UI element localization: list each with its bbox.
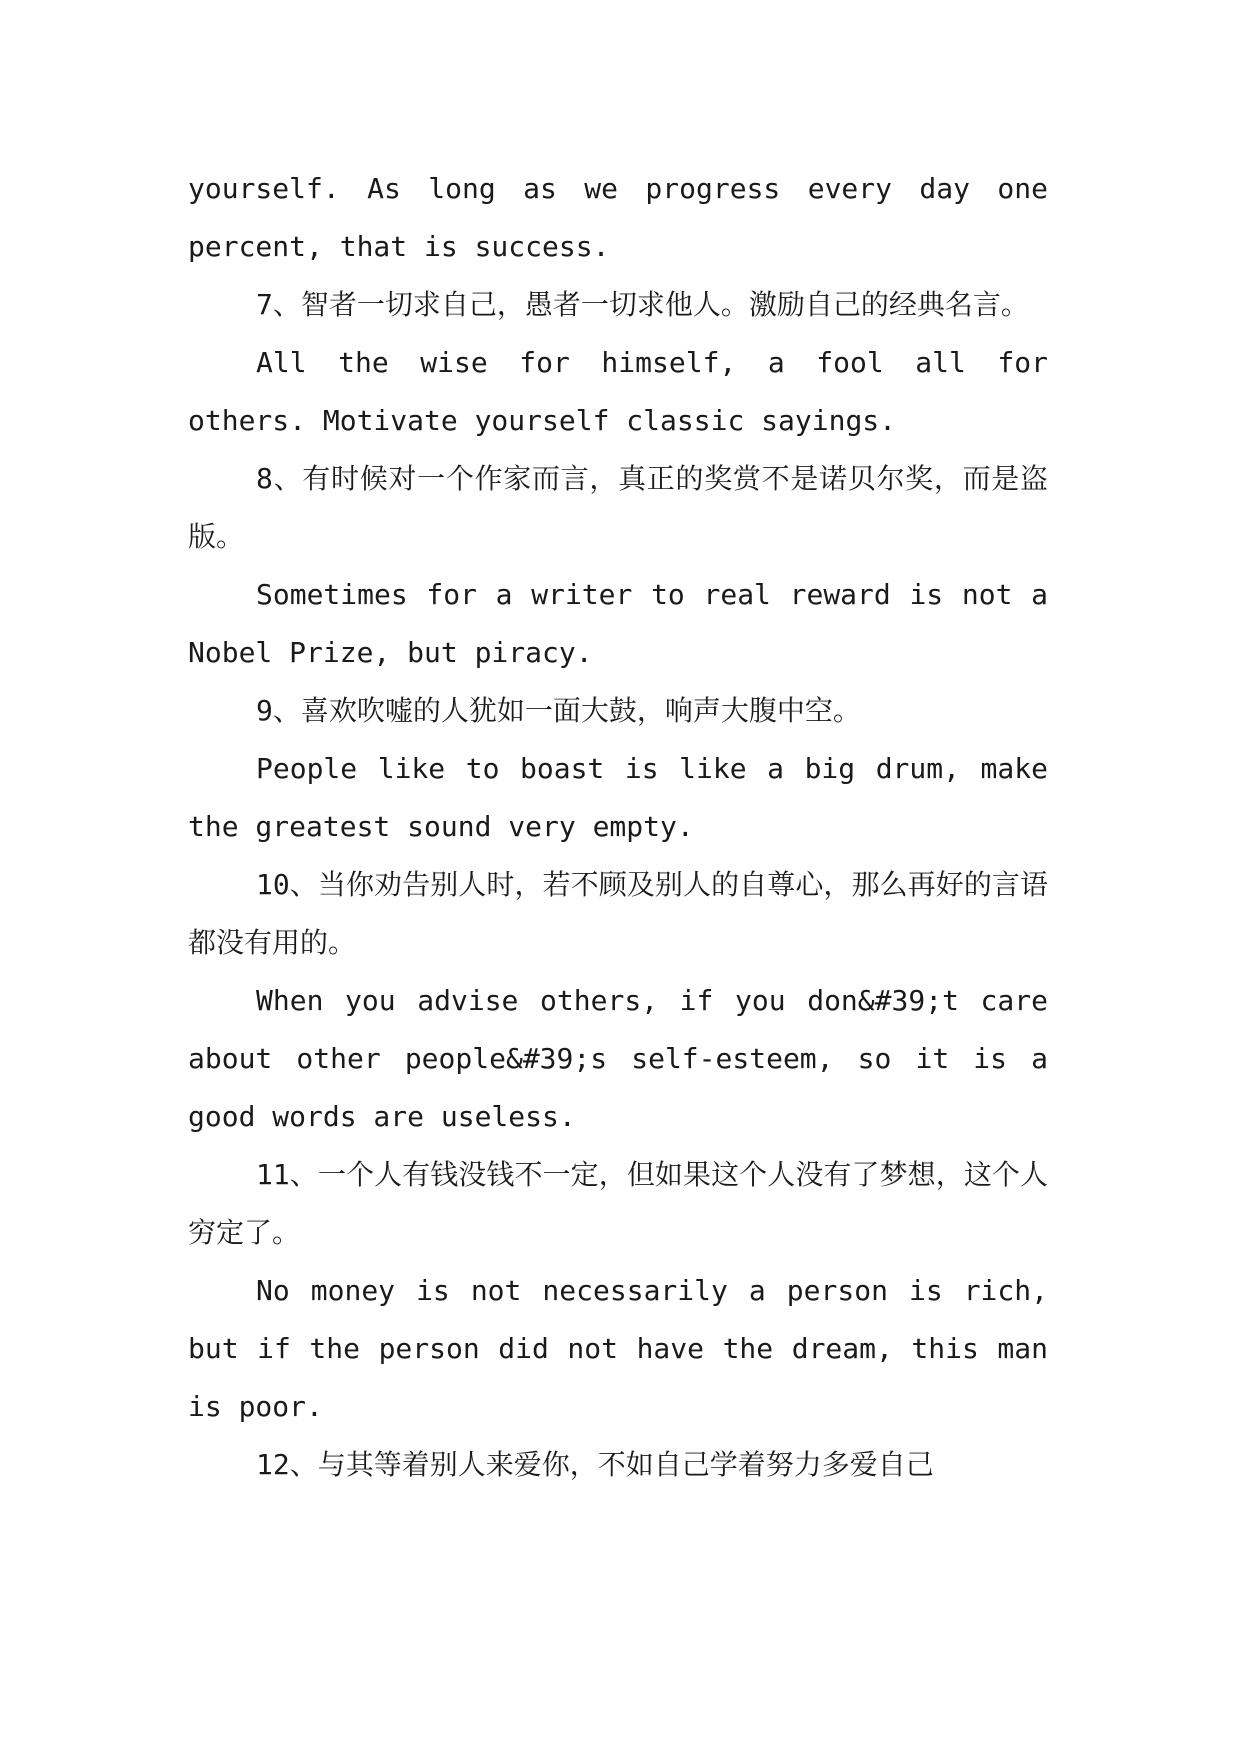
paragraph-quote-10-english: When you advise others, if you don&#39;t care about other people&#39;s self-esteem, so it is a good words are useless. xyxy=(188,984,1048,1133)
paragraph-quote-9-chinese: 9、喜欢吹嘘的人犹如一面大鼓，响声大腹中空。 xyxy=(256,694,861,727)
paragraph-quote-10-chinese: 10、当你劝告别人时，若不顾及别人的自尊心，那么再好的言语都没有用的。 xyxy=(188,868,1048,959)
paragraph-1: yourself. As long as we progress every day one percent, that is success. xyxy=(188,172,1048,263)
paragraph-quote-7-english: All the wise for himself, a fool all for others. Motivate yourself classic sayings. xyxy=(188,346,1048,437)
paragraph-quote-11-english: No money is not necessarily a person is rich, but if the person did not have the dream, this man is poor. xyxy=(188,1274,1048,1423)
document-page xyxy=(188,160,1048,1494)
paragraph-quote-8-chinese: 8、有时候对一个作家而言，真正的奖赏不是诺贝尔奖，而是盗版。 xyxy=(188,462,1048,553)
paragraph-quote-11-chinese: 11、一个人有钱没钱不一定，但如果这个人没有了梦想，这个人穷定了。 xyxy=(188,1158,1048,1249)
paragraph-quote-9-english: People like to boast is like a big drum, make the greatest sound very empty. xyxy=(188,752,1048,843)
paragraph-quote-7-chinese: 7、智者一切求自己，愚者一切求他人。激励自己的经典名言。 xyxy=(256,288,1029,321)
paragraph-quote-12-chinese: 12、与其等着别人来爱你，不如自己学着努力多爱自己 xyxy=(256,1448,934,1481)
paragraph-quote-8-english: Sometimes for a writer to real reward is not a Nobel Prize, but piracy. xyxy=(188,578,1048,669)
